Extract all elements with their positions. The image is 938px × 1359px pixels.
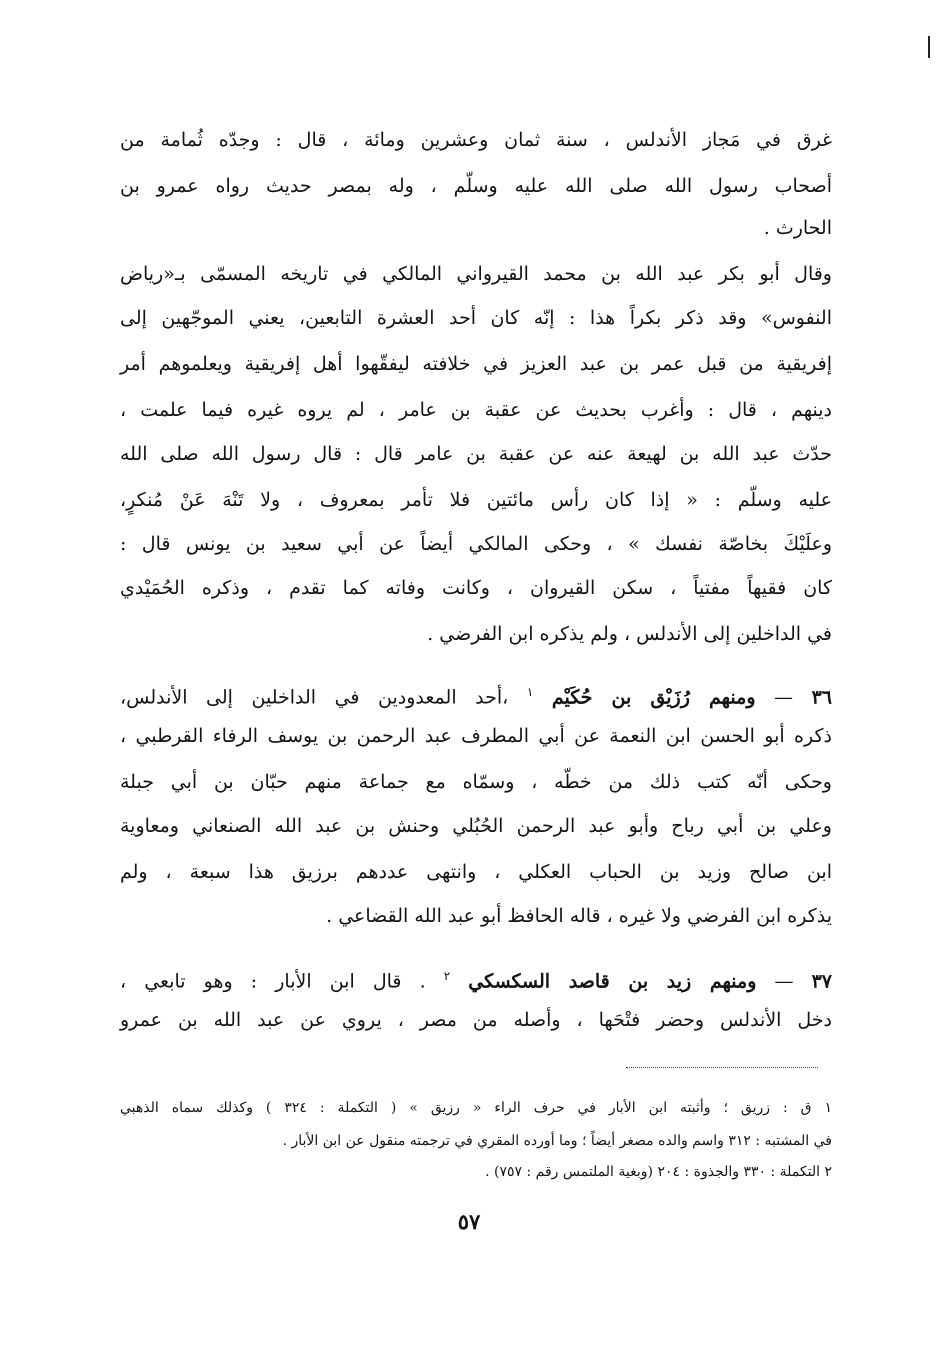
text-line: أصحاب رسول الله صلى الله عليه وسلّم ، وله بمصر حديث رواه عمرو بن bbox=[120, 175, 832, 197]
text-line: النفوس» وقد ذكر بكراً هذا : إنّه كان أحد العشرة التابعين، يعني الموجّهين إلى bbox=[120, 307, 832, 329]
entry-heading-tail: ،أحد المعدودين في الداخلين إلى الأندلس، bbox=[120, 686, 509, 709]
footnote-ref: ١ bbox=[526, 685, 534, 699]
text-line: إفريقية من قبل عمر بن عبد العزيز في خلافته ليفقّهوا أهل إفريقية ويعلموهم أمر bbox=[120, 353, 832, 375]
text-line: وقال أبو بكر عبد الله بن محمد القيرواني المالكي في تاريخه المسمّى بـ«رياض bbox=[120, 263, 832, 285]
footnote-divider bbox=[626, 1067, 818, 1068]
text-line: وعلي بن أبي رباح وأبو عبد الرحمن الحُبُلي وحنش بن عبد الله الصنعاني ومعاوية bbox=[120, 815, 832, 837]
entry-heading-tail: . قال ابن الأبار : وهو تابعي ، bbox=[120, 970, 426, 993]
text-line: حدّث عبد الله بن لهيعة عنه عن عقبة بن عامر قال : قال رسول الله صلى الله bbox=[120, 443, 832, 465]
text-line: عليه وسلّم : « إذا كان رأس مائتين فلا تأمر بمعروف ، ولا تَنْهَ عَنْ مُنكرٍ، bbox=[120, 489, 832, 511]
footnote-line: ١ ق : زريق ؛ وأثبته ابن الأبار في حرف الراء « رزيق » ( التكملة : ٣٢٤ ) وكذلك سماه الذهبي bbox=[120, 1100, 833, 1116]
entry-number: ٣٧ bbox=[811, 970, 832, 993]
entry-number: ٣٦ bbox=[811, 686, 833, 709]
text-line: الحارث . bbox=[763, 217, 832, 239]
text-line: وعلَيْكَ بخاصّة نفسك » ، وحكى المالكي أيضاً عن أبي سعيد بن يونس قال : bbox=[120, 533, 832, 555]
entry-heading-line: ٣٦ — ومنهم رُزَيْق بن حُكَيْم $^١$ ،أحد المعدودين في الداخلين إلى الأندلس، bbox=[120, 685, 833, 709]
page-number: ٥٧ bbox=[457, 1209, 481, 1234]
text-line: ابن صالح وزيد بن الحباب العكلي ، وانتهى عددهم برزيق هذا سبعة ، ولم bbox=[120, 861, 832, 883]
text-line: دخل الأندلس وحضر فتْحَها ، وأصله من مصر ، يروي عن عبد الله بن عمرو bbox=[120, 1009, 832, 1031]
text-line: دينهم ، قال : وأغرب بحديث عن عقبة بن عامر ، لم يروه غيره فيما علمت ، bbox=[120, 399, 832, 421]
footnote-ref: ٢ bbox=[443, 969, 451, 983]
text-line: ذكره أبو الحسن ابن النعمة عن أبي المطرف عبد الرحمن بن يوسف الرفاء القرطبي ، bbox=[120, 725, 832, 747]
footnote-line: في المشتبه : ٣١٢ واسم والده مصغر أيضاً ؛ وما أورده المقري في ترجمته منقول عن ابن الأبار . bbox=[282, 1133, 832, 1149]
text-line: وحكى أنّه كتب ذلك من خطّه ، وسمّاه مع جماعة منهم حبّان بن أبي جبلة bbox=[120, 771, 832, 793]
entry-heading-line: ٣٧ — ومنهم زيد بن قاصد السكسكي $^٢$ . قال ابن الأبار : وهو تابعي ، bbox=[120, 969, 832, 993]
footnote-line: ٢ التكملة : ٣٣٠ والجذوة : ٢٠٤ (وبغية الملتمس رقم : ٧٥٧) . bbox=[485, 1164, 832, 1180]
entry-heading: ومنهم رُزَيْق بن حُكَيْم bbox=[551, 686, 756, 709]
text-line: في الداخلين إلى الأندلس ، ولم يذكره ابن الفرضي . bbox=[427, 623, 832, 645]
text-line: كان فقيهاً مفتياً ، سكن القيروان ، وكانت وفاته كما تقدم ، وذكره الحُمَيْدي bbox=[120, 577, 832, 599]
text-line: يذكره ابن الفرضي ولا غيره ، قاله الحافظ أبو عبد الله القضاعي . bbox=[326, 905, 832, 927]
entry-heading: ومنهم زيد بن قاصد السكسكي bbox=[468, 970, 757, 993]
text-line: غرق في مَجاز الأندلس ، سنة ثمان وعشرين ومائة ، قال : وجدّه ثُمامة من bbox=[120, 129, 832, 151]
page-edge-mark bbox=[928, 36, 930, 58]
